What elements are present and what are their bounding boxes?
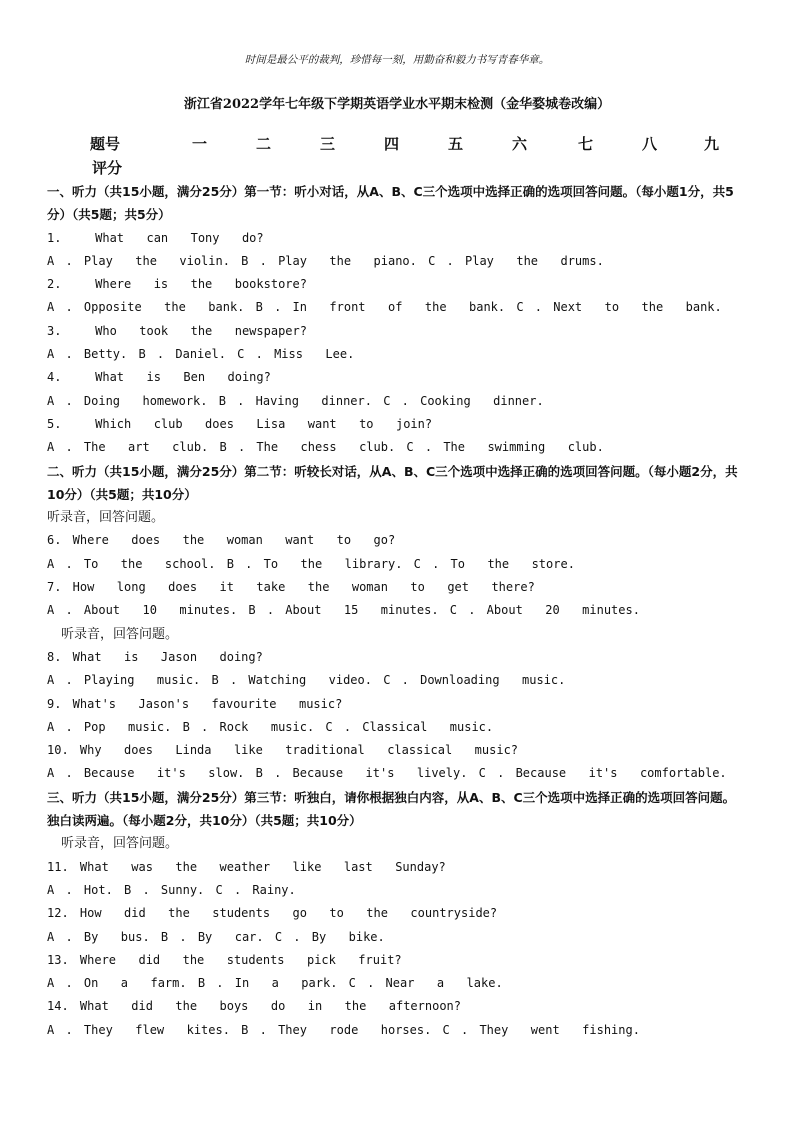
section-heading: 三、听力（共15小题，满分25分）第三节：听独白，请你根据独白内容，从A、B、C三个选项中选择正确的选项回答问题。独白读两遍。（每小题2分，共10分）（共5题；共10分）: [47, 789, 736, 829]
instruction: 听录音，回答问题。: [47, 510, 165, 526]
answer-options: A . On a farm. B . In a park. C . Near a lake.: [47, 976, 503, 991]
answer-options: A . The art club. B . The chess club. C . The swimming club.: [47, 440, 604, 455]
section-heading: 二、听力（共15小题，满分25分）第二节：听较长对话，从A、B、C三个选项中选择正确的选项回答问题。（每小题2分，共10分）（共5题；共10分）: [47, 463, 738, 502]
section-heading: 一、听力（共15小题，满分25分）第一节：听小对话，从A、B、C三个选项中选择正确的选项回答问题。（每小题1分，共5分）（共5题；共5分）: [47, 184, 734, 223]
question: 13. Where did the students pick fruit?: [47, 952, 402, 967]
question: 1. What can Tony do?: [47, 230, 264, 245]
score-column: 八: [642, 135, 658, 153]
score-column: 五: [448, 135, 464, 153]
answer-options: A . Playing music. B . Watching video. C . Downloading music.: [47, 673, 566, 688]
answer-options: A . Betty. B . Daniel. C . Miss Lee.: [47, 347, 355, 362]
answer-options: A . Hot. B . Sunny. C . Rainy.: [47, 882, 296, 897]
score-column: 一: [192, 135, 208, 153]
question: 12. How did the students go to the countryside?: [47, 906, 498, 921]
question: 8. What is Jason doing?: [47, 649, 263, 664]
score-column: 七: [578, 135, 594, 153]
answer-options: A . Opposite the bank. B . In front of the bank. C . Next to the bank.: [47, 300, 722, 315]
answer-options: A . About 10 minutes. B . About 15 minutes. C . About 20 minutes.: [47, 603, 640, 618]
answer-options: A . By bus. B . By car. C . By bike.: [47, 929, 385, 944]
question: 11. What was the weather like last Sunday?: [47, 859, 446, 874]
question: 3. Who took the newspaper?: [47, 323, 307, 338]
score-table: [90, 133, 730, 155]
answer-options: A . They flew kites. B . They rode horses. C . They went fishing.: [47, 1022, 640, 1037]
score-column: 二: [256, 135, 272, 153]
exam-content: [47, 180, 747, 1042]
answer-options: A . To the school. B . To the library. C . To the store.: [47, 556, 575, 571]
motto: 时间是最公平的裁判，珍惜每一刻，用勤奋和毅力书写青春华章。: [244, 54, 550, 66]
page-title: 浙江省2022学年七年级下学期英语学业水平期末检测（金华婺城卷改编）: [183, 97, 611, 112]
question: 14. What did the boys do in the afternoon?: [47, 999, 462, 1014]
answer-options: A . Doing homework. B . Having dinner. C . Cooking dinner.: [47, 393, 544, 408]
score-column: 九: [704, 135, 720, 153]
answer-options: A . Because it's slow. B . Because it's lively. C . Because it's comfortable.: [47, 766, 727, 781]
question: 10. Why does Linda like traditional classical music?: [47, 743, 519, 758]
instruction: 听录音，回答问题。: [61, 836, 179, 852]
score-header-label: 题号: [90, 135, 121, 153]
answer-options: A . Play the violin. B . Play the piano. C . Play the drums.: [47, 253, 604, 268]
question: 5. Which club does Lisa want to join?: [47, 416, 433, 431]
instruction: 听录音，回答问题。: [61, 626, 179, 642]
question: 9. What's Jason's favourite music?: [47, 696, 343, 711]
score-column: 三: [320, 135, 336, 153]
question: 7. How long does it take the woman to get there?: [47, 580, 535, 595]
question: 4. What is Ben doing?: [47, 370, 271, 385]
score-column: 四: [384, 135, 400, 153]
score-column: 六: [512, 135, 528, 153]
question: 6. Where does the woman want to go?: [47, 533, 396, 548]
question: 2. Where is the bookstore?: [47, 277, 307, 292]
answer-options: A . Pop music. B . Rock music. C . Classical music.: [47, 719, 494, 734]
score-row-label: 评分: [92, 159, 123, 177]
